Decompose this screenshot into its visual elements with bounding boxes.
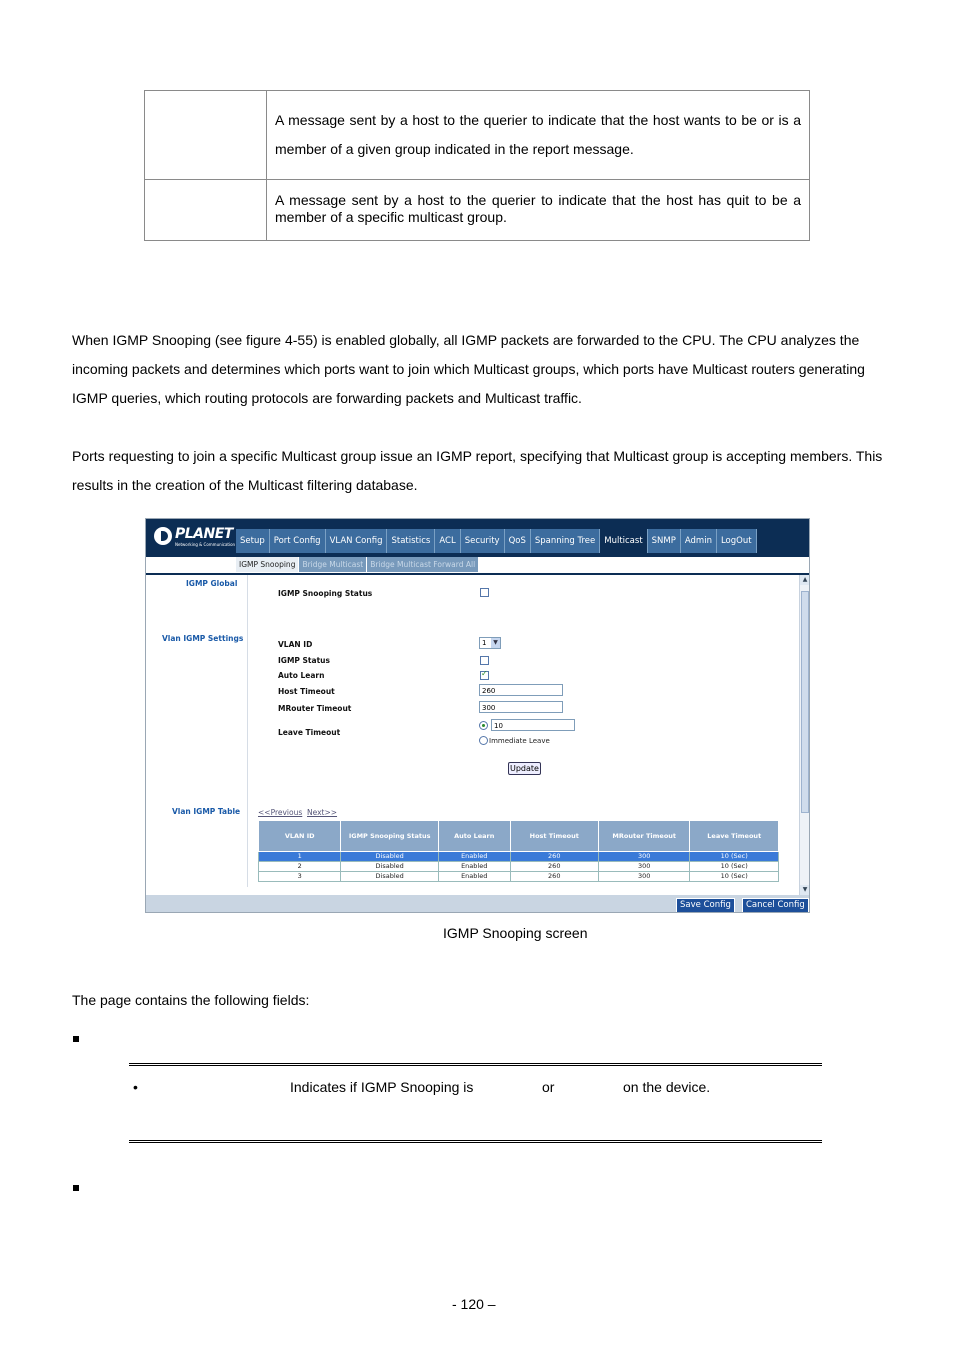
save-config-button[interactable]: Save Config <box>676 898 735 913</box>
field-table-bottom-rule <box>129 1140 822 1143</box>
definition-term <box>145 91 267 180</box>
igmp-status-checkbox[interactable] <box>480 656 489 665</box>
vertical-scrollbar[interactable] <box>799 575 810 895</box>
leave-timeout-input[interactable]: 10 <box>491 719 575 731</box>
field-table-top-rule <box>129 1063 822 1066</box>
top-navigation-bar <box>146 519 809 557</box>
section-igmp-global: IGMP Global <box>186 579 238 588</box>
side-panel-divider <box>247 575 248 887</box>
menu-logout[interactable]: LogOut <box>717 529 757 553</box>
vlan-id-value: 1 <box>482 639 487 647</box>
cancel-config-button[interactable]: Cancel Config <box>742 898 809 913</box>
definition-desc: A message sent by a host to the querier to indicate that the host wants to be or is a member of a given group indicated in the report message. <box>267 91 810 180</box>
column-header-vlan-id: VLAN ID <box>259 821 341 852</box>
table-row[interactable] <box>259 872 779 882</box>
planet-logo-icon <box>154 527 172 545</box>
host-timeout-input[interactable]: 260 <box>479 684 563 696</box>
label-leave-timeout: Leave Timeout <box>278 728 341 737</box>
submenu-divider <box>146 573 809 575</box>
mrouter-timeout-input[interactable]: 300 <box>479 701 563 713</box>
table-row[interactable] <box>259 852 779 862</box>
section-vlan-igmp-settings: Vlan IGMP Settings <box>162 634 244 643</box>
column-header-leave-timeout: Leave Timeout <box>690 821 779 852</box>
figure-caption: IGMP Snooping screen <box>443 925 588 941</box>
menu-admin[interactable]: Admin <box>681 529 717 553</box>
cell-vlan-id: 1 <box>259 852 341 862</box>
definition-row <box>145 91 810 180</box>
main-menu <box>236 529 757 553</box>
leave-timeout-radio[interactable] <box>479 721 488 730</box>
intro-paragraph-1: When IGMP Snooping (see figure 4-55) is enabled globally, all IGMP packets are forwarded to the CPU. The CPU analyzes the incoming packets and determines which ports want to join which Multicast groups, which ports have Multicast routers generating IGMP queries, which routing protocols are forwarding packets and Multicast traffic. <box>72 332 865 406</box>
label-host-timeout: Host Timeout <box>278 687 335 696</box>
cell-leave-timeout: 10 (Sec) <box>690 852 779 862</box>
cell-mrouter-timeout: 300 <box>599 862 690 872</box>
cell-host-timeout: 260 <box>510 872 598 882</box>
cell-auto-learn: Enabled <box>438 862 510 872</box>
menu-security[interactable]: Security <box>461 529 505 553</box>
immediate-leave-label: Immediate Leave <box>489 737 550 745</box>
table-row[interactable] <box>259 862 779 872</box>
menu-acl[interactable]: ACL <box>435 529 460 553</box>
fields-intro: The page contains the following fields: <box>72 992 310 1008</box>
vlan-igmp-table <box>258 820 779 882</box>
label-igmp-status: IGMP Status <box>278 656 330 665</box>
cell-mrouter-timeout: 300 <box>599 872 690 882</box>
cell-leave-timeout: 10 (Sec) <box>690 862 779 872</box>
menu-vlan-config[interactable]: VLAN Config <box>326 529 388 553</box>
cell-snooping-status: Disabled <box>341 862 438 872</box>
field-desc-part-b: or <box>542 1079 555 1095</box>
field-desc-part-c: on the device. <box>623 1079 711 1095</box>
menu-spanning-tree[interactable]: Spanning Tree <box>531 529 600 553</box>
scroll-thumb[interactable] <box>801 591 809 813</box>
cell-mrouter-timeout: 300 <box>599 852 690 862</box>
cell-vlan-id: 2 <box>259 862 341 872</box>
pager-next-link[interactable]: Next>> <box>307 808 338 817</box>
cell-vlan-id: 3 <box>259 872 341 882</box>
label-mrouter-timeout: MRouter Timeout <box>278 704 352 713</box>
cell-auto-learn: Enabled <box>438 872 510 882</box>
snooping-status-checkbox[interactable] <box>480 588 489 597</box>
immediate-leave-radio[interactable] <box>479 736 488 745</box>
vlan-id-select[interactable] <box>479 637 501 649</box>
square-bullet-icon <box>73 1185 79 1191</box>
sub-menu <box>236 557 479 573</box>
square-bullet-icon <box>73 1036 79 1042</box>
tab-bridge-multicast-forward-all[interactable]: Bridge Multicast Forward All <box>367 557 479 572</box>
intro-paragraph-2: Ports requesting to join a specific Multicast group issue an IGMP report, specifying that Multicast group is accepting members. This results in the creation of the Multicast filtering database. <box>72 448 883 493</box>
tab-igmp-snooping[interactable]: IGMP Snooping <box>236 557 299 572</box>
scroll-up-icon[interactable]: ▲ <box>800 575 810 585</box>
label-snooping-status: IGMP Snooping Status <box>278 589 373 598</box>
menu-snmp[interactable]: SNMP <box>648 529 681 553</box>
update-button[interactable]: Update <box>508 762 541 775</box>
tab-bridge-multicast[interactable]: Bridge Multicast <box>299 557 367 572</box>
menu-setup[interactable]: Setup <box>236 529 270 553</box>
label-auto-learn: Auto Learn <box>278 671 325 680</box>
scroll-down-icon[interactable]: ▼ <box>800 885 810 895</box>
column-header-mrouter-timeout: MRouter Timeout <box>599 821 690 852</box>
page-number: - 120 – <box>452 1296 496 1312</box>
footer-bar <box>146 895 809 912</box>
cell-leave-timeout: 10 (Sec) <box>690 872 779 882</box>
igmp-snooping-screenshot <box>145 518 810 913</box>
cell-snooping-status: Disabled <box>341 872 438 882</box>
planet-logo <box>154 526 236 548</box>
pager-previous-link[interactable]: <<Previous <box>258 808 303 817</box>
menu-statistics[interactable]: Statistics <box>387 529 435 553</box>
definition-term <box>145 180 267 241</box>
cell-snooping-status: Disabled <box>341 852 438 862</box>
auto-learn-checkbox[interactable] <box>480 671 489 680</box>
section-vlan-igmp-table: Vlan IGMP Table <box>172 807 241 816</box>
definition-table <box>144 90 810 241</box>
menu-port-config[interactable]: Port Config <box>270 529 326 553</box>
cell-auto-learn: Enabled <box>438 852 510 862</box>
label-vlan-id: VLAN ID <box>278 640 313 649</box>
logo-name: PLANET <box>175 526 233 542</box>
column-header-igmp-snooping-status: IGMP Snooping Status <box>341 821 438 852</box>
definition-desc: A message sent by a host to the querier to indicate that the host has quit to be a member of a specific multicast group. <box>267 180 810 241</box>
logo-tagline: Networking & Communication <box>175 542 236 547</box>
round-bullet-icon: • <box>133 1079 138 1095</box>
column-header-auto-learn: Auto Learn <box>438 821 510 852</box>
menu-multicast[interactable]: Multicast <box>600 529 647 553</box>
menu-qos[interactable]: QoS <box>505 529 531 553</box>
field-desc-part-a: Indicates if IGMP Snooping is <box>290 1079 474 1095</box>
column-header-host-timeout: Host Timeout <box>510 821 598 852</box>
table-header-row <box>259 821 779 852</box>
definition-row <box>145 180 810 241</box>
cell-host-timeout: 260 <box>510 852 598 862</box>
chevron-down-icon: ▼ <box>491 638 500 648</box>
cell-host-timeout: 260 <box>510 862 598 872</box>
